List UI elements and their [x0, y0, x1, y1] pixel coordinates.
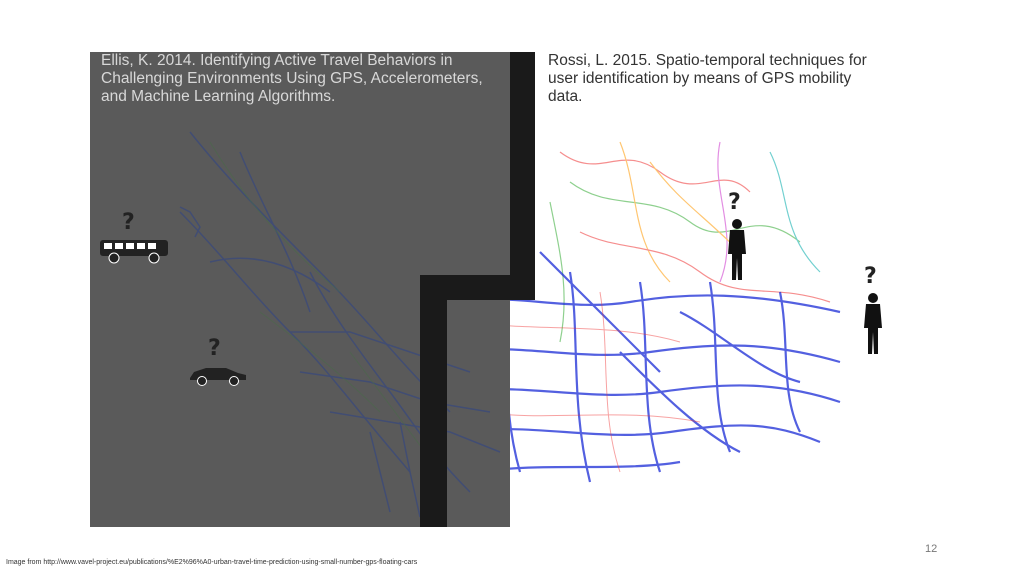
person-icon	[724, 190, 750, 285]
image-credit: Image from http://www.vavel-project.eu/publications/%E2%96%A0-urban-travel-time-prediction-using-small-number-gps-floating-cars	[6, 559, 418, 566]
page-number: 12	[925, 543, 938, 555]
car-icon	[186, 336, 250, 388]
left-citation: Ellis, K. 2014. Identifying Active Travel Behaviors in Challenging Environments Using GPS, Accelerometers, and Machine Learning Algorithms.	[101, 52, 483, 105]
question-mark: ?	[728, 190, 741, 215]
person-icon	[860, 264, 886, 359]
bus-icon	[98, 210, 174, 266]
question-mark: ?	[208, 336, 221, 361]
right-citation: Rossi, L. 2015. Spatio-temporal techniques for user identification by means of GPS mobility data.	[548, 52, 867, 105]
question-mark: ?	[864, 264, 877, 289]
question-mark: ?	[122, 210, 135, 235]
